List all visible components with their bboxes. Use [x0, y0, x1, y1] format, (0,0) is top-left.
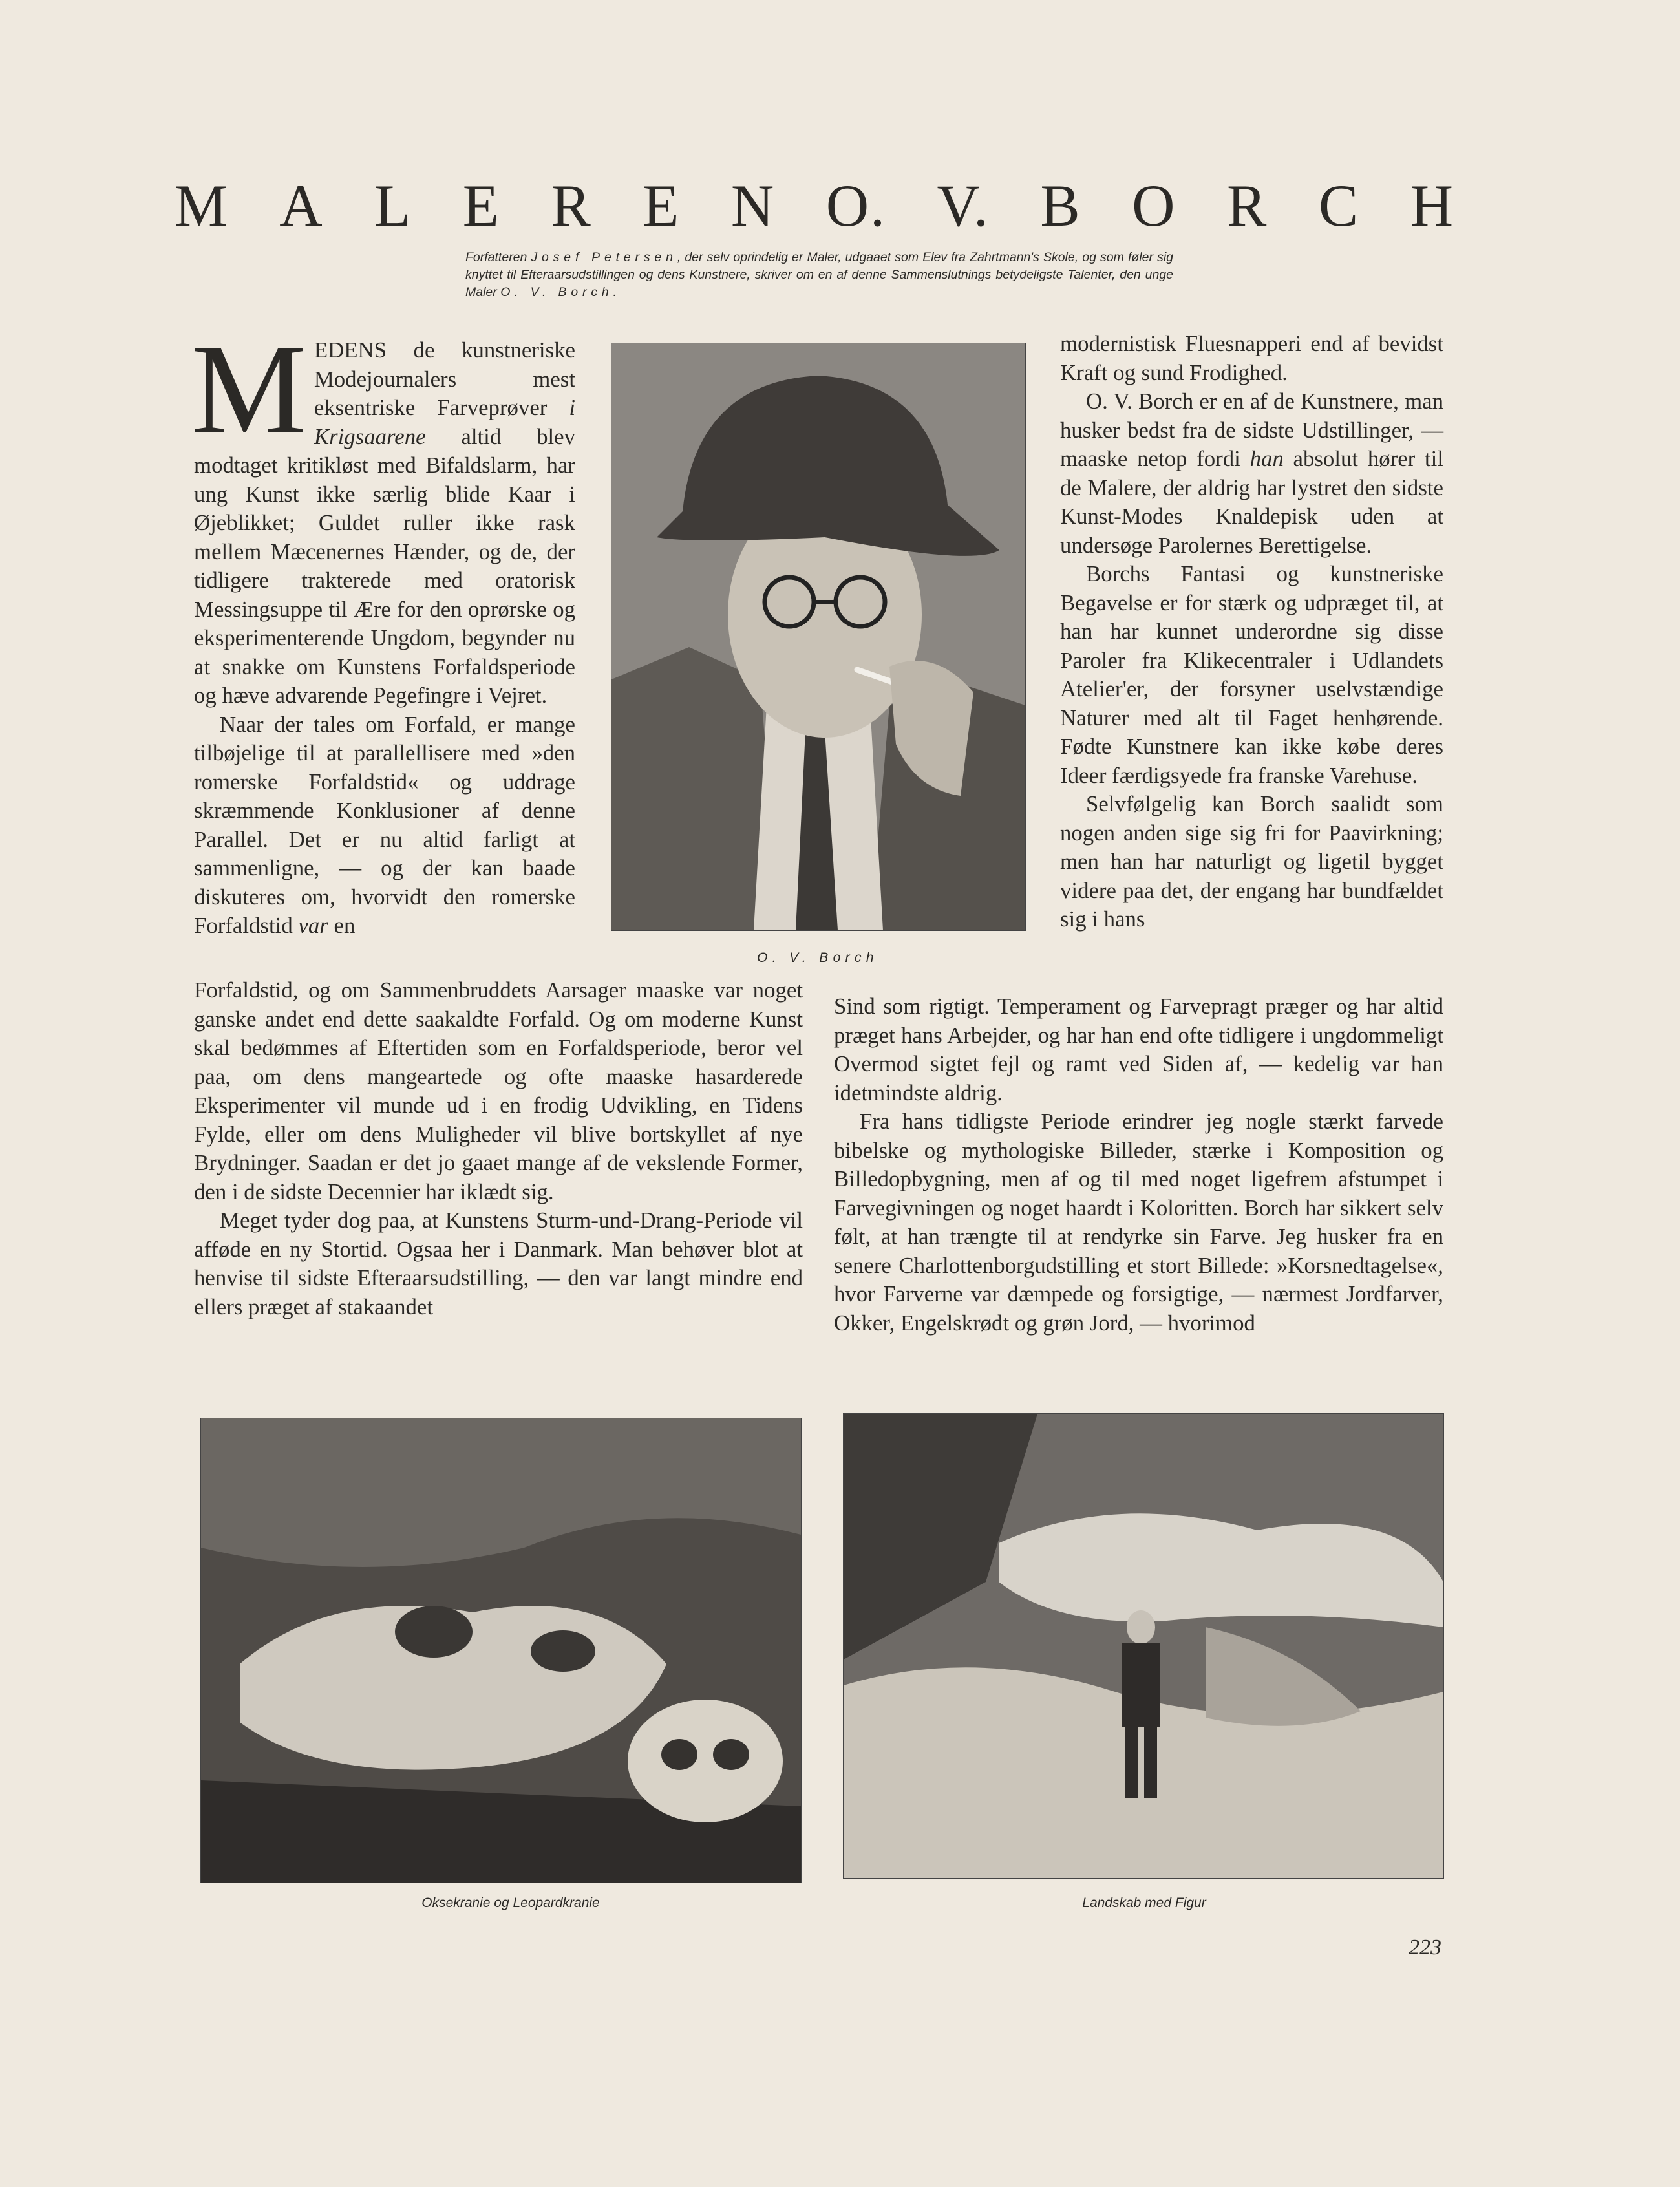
- title-letter: C: [1318, 173, 1360, 239]
- emphasis: han: [1249, 446, 1284, 471]
- paragraph: [194, 710, 575, 941]
- paragraph: Borchs Fantasi og kunstneriske Begavelse er for stærk og udpræget til, at han har kunnet underordne sig disse Paroler fra Klikecentraler i Udlandets Atelier'er, der forsyner uselvstændige Naturer med alt til Faget henhørende. Fødte Kunstnere kan ikke købe deres Ideer færdigsyede fra franske Varehuse.: [1060, 561, 1443, 788]
- painting-caption-landskab: Landskab med Figur: [1082, 1895, 1206, 1910]
- title-letter: H: [1410, 173, 1454, 239]
- painting-illustration: [201, 1418, 801, 1883]
- title-letter: M: [175, 173, 229, 239]
- title-letter: O: [1132, 173, 1176, 239]
- paragraph: [1060, 387, 1443, 560]
- paragraph-text: absolut hører til de Malere, der aldrig har lystret den sidste Kunst-Modes Knaldepisk uden at undersøge Parolernes Berettigelse.: [1060, 446, 1443, 558]
- portrait-caption: O. V. Borch: [757, 950, 878, 965]
- paragraph: [191, 318, 575, 710]
- paragraph: Sind som rigtigt. Temperament og Farvepragt præger og har altid præget hans Arbejder, og har han end ofte tidligere i ungdommeligt Overmod sigtet fejl og ramt ved Siden af, — kedelig var han idetmindste aldrig.: [834, 994, 1443, 1105]
- page-number: 223: [1409, 1936, 1441, 1959]
- paragraph: Meget tyder dog paa, at Kunstens Sturm-und-Drang-Periode vil afføde en ny Stortid. Ogsaa her i Danmark. Man behøver blot at henvise til sidste Efteraarsudstilling, — den var langt mindre end ellers præget af stakaandet: [194, 1208, 803, 1319]
- paragraph-text: EDENS de kunstneriske Modejournalers mest eksentriske Farveprøver: [314, 337, 575, 420]
- intro-text: , der selv oprindelig er Maler, udgaaet som Elev fra Zahrtmann's Skole, og som føler sig knyttet til Efteraarsudstillingen og dens Kunstnere, skriver om en af denne Sammenslutnings betydeligste Talenter, den unge Maler: [465, 250, 1174, 299]
- paragraph-text: Naar der tales om Forfald, er mange tilbøjelige til at parallellisere med »den romerske Forfaldstid« og uddrage skræmmende Konklusioner af denne Parallel. Det er nu altid farligt at sammenligne, — og der kan baade diskuteres om, hvorvidt den romerske Forfaldstid: [194, 711, 575, 938]
- title-letter: R: [551, 173, 592, 239]
- painting-caption-oksekranie: Oksekranie og Leopardkranie: [421, 1895, 600, 1910]
- painting-landskab: [843, 1413, 1444, 1879]
- portrait-illustration: [611, 343, 1025, 930]
- paragraph: Fra hans tidligste Periode erindrer jeg nogle stærkt farvede bibelske og mythologiske Billeder, stærke i Komposition og Billedopbygning, men af og til med noget ligefrem afstumpet i Farvegivningen og noget haardt i Koloritten. Borch har sikkert selv følt, at han trængte til at rendyrke sin Farve. Jeg husker fra en senere Charlottenborgudstilling et stort Billede: »Korsnedtagelse«, hvor Farverne var dæmpede og forsigtige, — nærmest Jordfarver, Okker, Engelskrødt og grøn Jord, — hvorimod: [834, 1109, 1443, 1336]
- article-column-left: [191, 318, 575, 941]
- intro-blurb: [465, 249, 1173, 301]
- paragraph-text: altid blev modtaget kritikløst med Bifaldslarm, har ung Kunst ikke særlig blide Kaar i Øjeblikket; Guldet ruller ikke rask mellem Mæcenernes Hænder, og de, der tidligere trakterede med oratorisk Messingsuppe til Ære for den oprørske og eksperimenterende Ungdom, begynder nu at snakke om Kunstens Forfaldsperiode og hæve advarende Pegefingre i Vejret.: [194, 423, 575, 708]
- paragraph: modernistisk Fluesnapperi end af bevidst Kraft og sund Frodighed.: [1060, 331, 1443, 385]
- drop-cap: M: [191, 318, 306, 461]
- intro-subject-name: O. V. Borch: [500, 285, 613, 299]
- paragraph-text: O. V. Borch er en af de Kunstnere, man husker bedst fra de sidste Udstillinger, — maaske netop fordi: [1060, 389, 1443, 471]
- intro-text: .: [613, 285, 617, 299]
- intro-text: Forfatteren: [465, 250, 531, 264]
- title-letter: R: [1227, 173, 1268, 239]
- painting-illustration: [844, 1414, 1443, 1878]
- paragraph: Selvfølgelig kan Borch saalidt som nogen anden sige sig fri for Paavirkning; men han har naturligt og ligetil bygget videre paa det, der engang har bundfældet sig i hans: [1060, 791, 1443, 932]
- paragraph-text: en: [328, 913, 356, 938]
- article-span-left: [194, 976, 803, 1321]
- title-letter: O.: [825, 173, 886, 239]
- title-letter: B: [1040, 173, 1081, 239]
- paragraph: Forfaldstid, og om Sammenbruddets Aarsager maaske var noget ganske andet end dette saakaldte Forfald. Og om moderne Kunst skal bedømmes af Eftertiden som en Forfaldsperiode, beror vel paa, om dens mangeartede og ofte maaske hasarderede Eksperimenter vil munde ud i en frodig Udvikling, en Tidens Fylde, eller om dens Muligheder vil blive bortskyllet af nye Brydninger. Saadan er det jo gaaet mange af de vekslende Former, den i de sidste Decennier har iklædt sig.: [194, 977, 803, 1204]
- title-letter: L: [374, 173, 412, 239]
- title-letter: A: [279, 173, 324, 239]
- intro-author-name: Josef Petersen: [531, 250, 677, 264]
- article-title: [175, 171, 1454, 240]
- title-letter: N: [730, 173, 776, 239]
- title-letter: E: [462, 173, 500, 239]
- article-span-right: [834, 992, 1443, 1338]
- title-letter: E: [643, 173, 681, 239]
- portrait-photo: [611, 343, 1026, 931]
- emphasis: i Krigsaarene: [314, 395, 575, 449]
- painting-oksekranie: [200, 1418, 802, 1883]
- emphasis: var: [298, 913, 328, 938]
- article-column-right: [1060, 330, 1443, 934]
- title-letter: V.: [937, 173, 990, 239]
